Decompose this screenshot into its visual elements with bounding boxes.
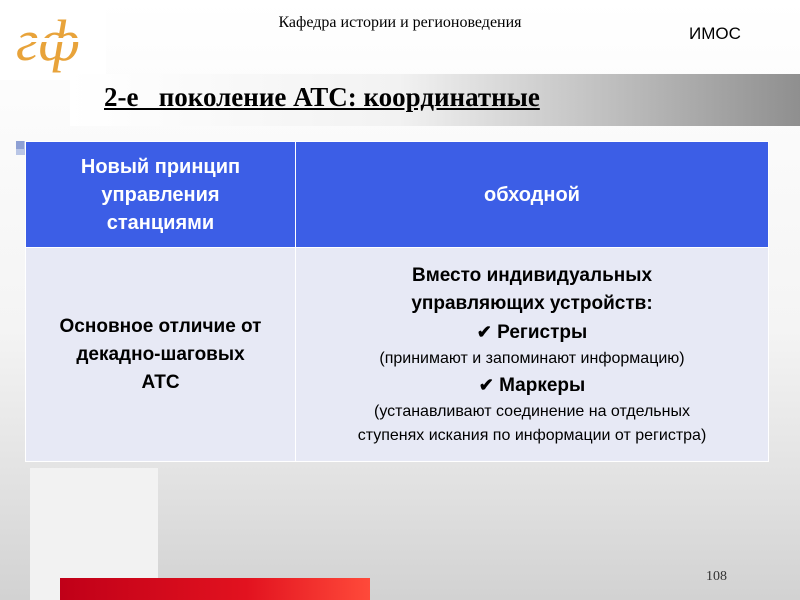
body-cell-description bbox=[296, 248, 769, 462]
logo-text: гф bbox=[16, 8, 80, 73]
header-line: управления bbox=[101, 183, 220, 206]
logo-container bbox=[0, 0, 106, 80]
item-title: Регистры bbox=[497, 321, 588, 343]
header-line: станциями bbox=[106, 211, 215, 234]
intro-line: управляющих устройств: bbox=[411, 292, 653, 314]
header-cell-principle bbox=[26, 142, 296, 248]
body-line: Основное отличие от bbox=[59, 315, 262, 337]
body-line: декадно-шаговых bbox=[76, 343, 245, 365]
page-number: 108 bbox=[706, 569, 727, 584]
body-line: АТС bbox=[141, 371, 180, 393]
intro-line: Вместо индивидуальных bbox=[411, 264, 653, 286]
item-description: ступенях искания по информации от регистра) bbox=[357, 426, 707, 444]
department-name: Кафедра истории и регионоведения bbox=[278, 14, 522, 31]
bullet-icon bbox=[16, 141, 24, 149]
body-cell-difference bbox=[26, 248, 296, 462]
decorative-red-bar bbox=[60, 578, 370, 600]
header-cell-value: обходной bbox=[296, 142, 769, 248]
institute-label: ИМОС bbox=[689, 24, 741, 43]
item-registers bbox=[296, 318, 768, 347]
item-markers bbox=[296, 371, 768, 400]
item-title: Маркеры bbox=[499, 374, 586, 396]
header-line: Новый принцип bbox=[80, 155, 241, 178]
checkmark-icon: ✔ bbox=[476, 321, 492, 342]
checkmark-icon: ✔ bbox=[478, 374, 494, 395]
slide-title: 2-е поколение АТС: координатные bbox=[104, 82, 540, 112]
table-row bbox=[26, 248, 769, 462]
item-description: (принимают и запоминают информацию) bbox=[379, 349, 685, 367]
comparison-table bbox=[25, 141, 769, 462]
table-header-row bbox=[26, 142, 769, 248]
item-description: (устанавливают соединение на отдельных bbox=[374, 402, 690, 420]
